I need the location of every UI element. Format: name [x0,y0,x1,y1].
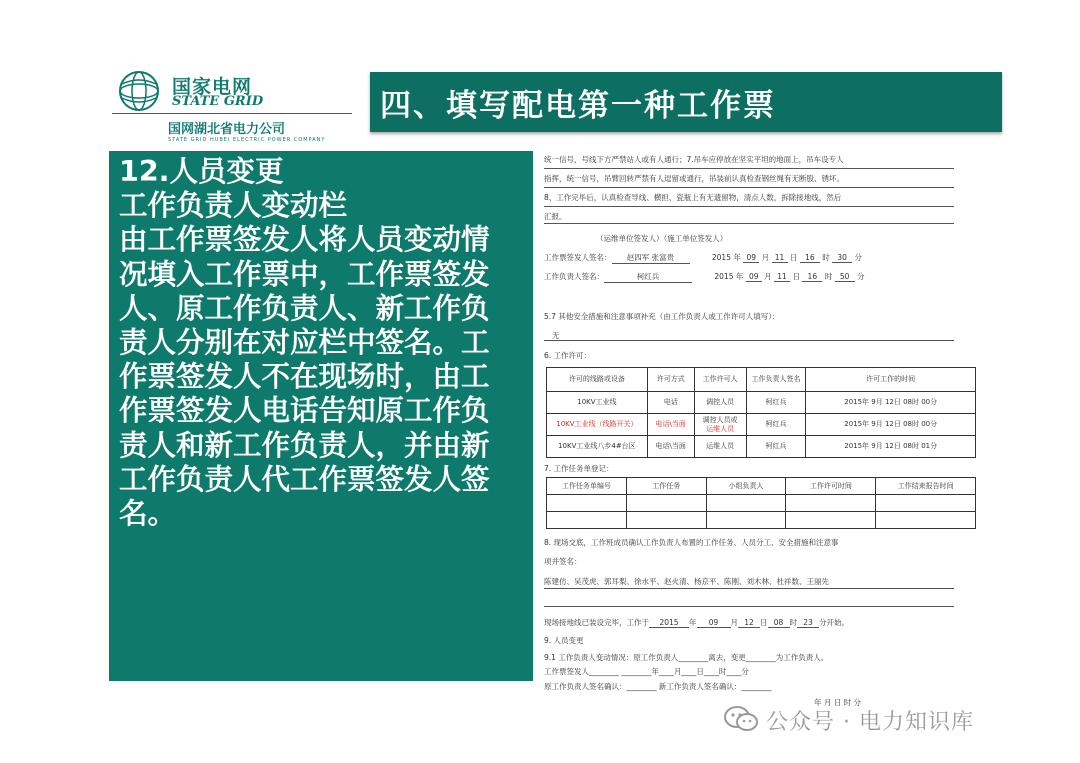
issuer-day: 11 [772,253,788,263]
permit-table-header [547,368,976,392]
task-header-cell [876,478,976,495]
permit-cell: 2015年 9月 12日 08时 00分 [806,414,976,436]
task-table-header [547,478,976,495]
panel-line: 责人和新工作负责人，并由新 [119,428,490,462]
section-9-1-time: 年 月 日 时 分 [814,698,862,707]
leader-hour: 16 [802,272,822,282]
grounding-year: 2015 [649,618,689,628]
permit-cell: 电话\当面 [647,414,694,436]
permit-cell: 柯红兵 [746,436,806,458]
hour-unit: 时 [822,253,830,262]
leader-name: 柯红兵 [604,271,692,283]
issuer-hour: 16 [800,253,820,263]
permit-cell: 柯红兵 [746,414,806,436]
permit-header-cell: 许可方式 [647,368,694,392]
doc-rule [544,588,954,589]
table-row [547,512,976,529]
work-ticket-document [544,151,976,711]
hour-unit: 时 [789,618,797,627]
permit-cell-text: 调控人员或 运维人员 [702,415,738,433]
issuer-label: 工作票签发人签名： [544,253,612,262]
doc-rule [544,606,954,607]
task-cell [547,512,627,529]
doc-rule [544,206,954,207]
section-9-label: 9. 人员变更 [544,636,584,645]
task-header-cell: 工作任务 [626,478,706,495]
task-cell [876,512,976,529]
issuer-minute: 30 [832,253,852,263]
leader-year: 2015 [714,272,734,281]
year-unit: 年 [689,618,697,627]
panel-line: 作票签发人电话告知原工作负 [119,394,490,428]
issuer-signature-row [544,252,862,264]
panel-line: 况填入工作票中，工作票签发 [119,257,490,291]
panel-line: 名。 [119,496,177,530]
panel-line: 责人分别在对应栏中签名。工 [119,325,490,359]
section-5-7-label: 5.7 其他安全措施和注意事项补充（由工作负责人或工作许可人填写）： [544,312,780,321]
permit-cell [694,414,746,436]
table-row [547,495,976,512]
table-row [547,436,976,458]
panel-line: 工作负责人代工作票签发人签 [119,462,490,496]
page-title: 四、填写配电第一种工作票 [380,88,776,124]
leader-minute: 50 [835,272,855,282]
doc-text-line: 指挥，统一信号，吊臂回转严禁有人逗留或通行，吊装前认真检查钢丝绳有无断股、锈坏。 [544,174,844,183]
grounding-row [544,617,849,628]
table-row [547,392,976,414]
logo-chinese-name: 国家电网 [172,76,253,98]
task-cell [786,512,876,529]
grounding-day: 12 [738,618,760,628]
task-cell [706,495,786,512]
issuer-month: 09 [743,253,759,263]
state-grid-emblem-icon [118,70,160,112]
title-bar [370,72,1002,132]
panel-line: 工作负责人变动栏 [119,189,348,223]
year-unit: 年 [735,272,744,281]
grounding-hour: 08 [768,618,790,628]
month-unit: 月 [761,253,770,262]
leader-signature-row [544,271,865,283]
permit-cell: 电话\当面 [647,436,694,458]
task-header-cell: 工作任务单编号 [547,478,627,495]
month-unit: 月 [764,272,772,281]
crew-signatures: 陈建仿、吴茂虎、郭耳梨、徐水平、赵火清、杨京平、陈刚、刘木林、杜祥数、王丽先 [544,577,829,586]
watermark-text: 公众号 · 电力知识库 [766,710,974,735]
issuer-names: 赵四军 张富贵 [612,252,690,264]
issuer-year: 2015 [711,253,731,262]
logo-english-name: STATE GRID [172,94,264,109]
month-unit: 月 [730,618,738,627]
panel-line: 12.人员变更 [119,155,284,188]
permit-header-cell: 许可工作的时间 [806,368,976,392]
permit-cell: 10KV工业线（线路开关） [547,414,648,436]
panel-line: 作票签发人不在现场时，由工 [119,360,490,394]
task-cell [786,495,876,512]
task-header-cell: 工作许可时间 [786,478,876,495]
permit-header-cell: 许可的线路或设备 [547,368,648,392]
wechat-icon [724,706,758,732]
section-6-label: 6. 工作许可： [544,351,592,360]
permit-cell: 2015年 9月 12日 08时 00分 [806,392,976,414]
leader-month: 09 [746,272,762,282]
section-8-line: 8. 现场交底，工作班成员确认工作负责人布置的工作任务、人员分工、安全措施和注意事 [544,538,839,547]
doc-rule [544,168,954,169]
doc-rule [544,340,954,341]
panel-line: 人、原工作负责人、新工作负 [119,291,490,325]
panel-line: 由工作票签发人将人员变动情 [119,223,490,257]
task-table [546,477,976,529]
logo-company-name: 国网湖北省电力公司 [168,122,286,137]
explanation-text [119,155,529,531]
grounding-month: 09 [697,618,731,628]
doc-text-line: 统一信号，号线下方严禁站人或有人通行；7.吊车应停放在坚实平坦的地面上，吊车设专人 [544,155,844,164]
day-unit: 日 [760,618,768,627]
section-7-label: 7. 工作任务单登记： [544,464,614,473]
section-9-1-confirm: 原工作负责人签名确认：________ 新工作负责人签名确认：________ [544,682,772,691]
state-grid-logo [112,66,362,146]
day-unit: 日 [792,272,800,281]
doc-text-line: 8、工作完毕后，认真检查导线、横担、瓷瓶上有无遗留物，清点人数，拆除接地线，然后 [544,193,842,202]
doc-rule [544,223,954,224]
permit-cell: 10KV工业线 [547,392,648,414]
grounding-suffix: 分开始。 [819,618,849,627]
section-9-1-issuer: 工作票签发人________ ________年____月____日____时____分 [544,667,749,676]
sign-header: （运维单位签发人）（施工单位签发人） [596,234,728,243]
table-row [547,414,976,436]
minute-unit: 分 [857,272,865,281]
permit-header-cell: 工作负责人签名 [746,368,806,392]
permit-cell: 2015年 9月 12日 08时 01分 [806,436,976,458]
permit-cell: 10KV工业线八步4#台区 [547,436,648,458]
explanation-panel [109,151,533,681]
hour-unit: 时 [824,272,833,281]
task-header-cell: 小组负责人 [706,478,786,495]
section-5-7-value: 无 [552,331,560,340]
task-cell [626,512,706,529]
minute-unit: 分 [854,253,862,262]
section-9-1-line: 9.1 工作负责人变动情况：原工作负责人________离去，变更________为工作负责人。 [544,653,829,662]
leader-label: 工作负责人签名： [544,272,604,281]
doc-rule [544,187,954,188]
task-cell [626,495,706,512]
task-cell [547,495,627,512]
leader-day: 11 [774,272,790,282]
permit-header-cell: 工作许可人 [694,368,746,392]
logo-divider [112,113,352,114]
permit-cell: 电话 [647,392,694,414]
task-header-text: 工作结束报告时间 [897,481,954,490]
doc-text-line: 汇报。 [544,212,567,221]
grounding-minute: 23 [797,618,819,628]
task-cell [876,495,976,512]
permit-cell: 调控人员 [694,392,746,414]
logo-company-english: STATE GRID HUBEI ELECTRIC POWER COMPANY [168,137,326,143]
task-cell [706,512,786,529]
day-unit: 日 [789,253,798,262]
grounding-prefix: 现场接地线已装设完毕，工作于 [544,618,649,627]
permit-cell: 柯红兵 [746,392,806,414]
permit-table [546,367,976,458]
section-8-line: 项并签名： [544,557,582,566]
year-unit: 年 [733,253,741,262]
permit-cell: 运维人员 [694,436,746,458]
